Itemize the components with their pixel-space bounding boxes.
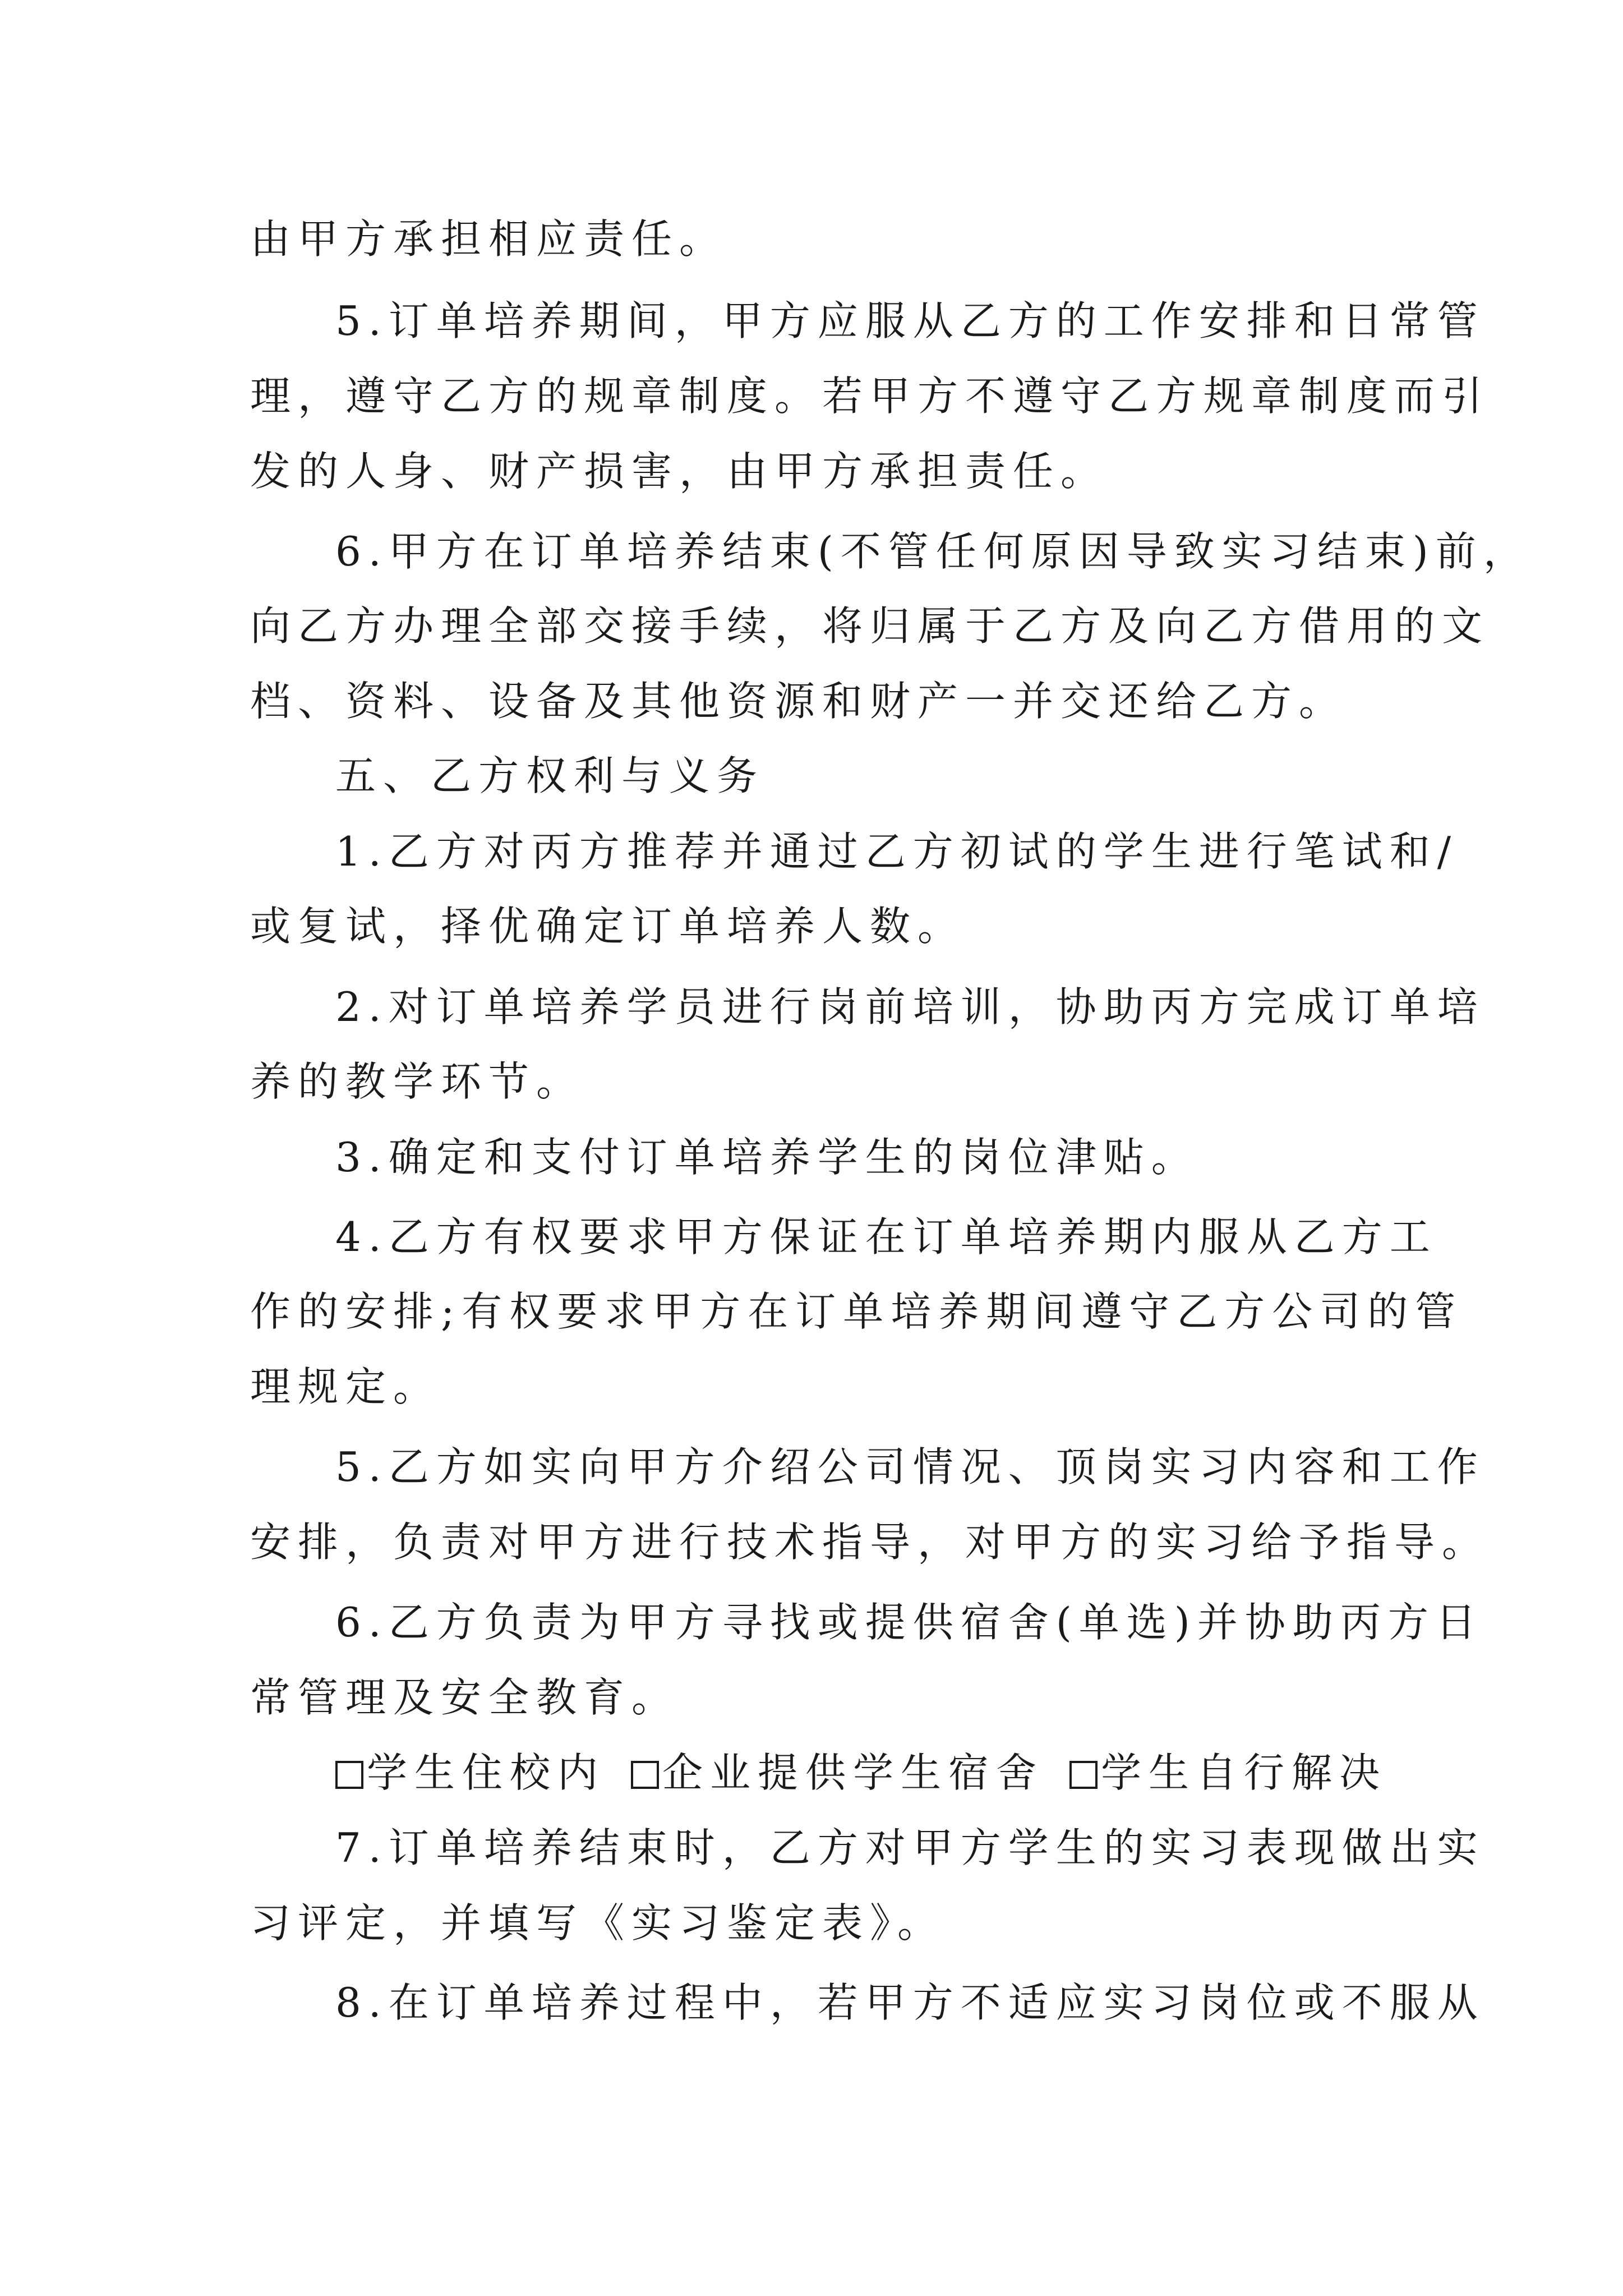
text-line: 5.乙方如实向甲方介绍公司情况、顶岗实习内容和工作 [335,1443,1485,1490]
checkbox[interactable] [1069,1761,1098,1789]
text-line: 常管理及安全教育。 [250,1674,680,1721]
text-line: 作的安排;有权要求甲方在订单培养期间遵守乙方公司的管 [250,1288,1463,1335]
text-line: 或复试，择优确定订单培养人数。 [250,903,966,950]
text-line: 由甲方承担相应责任。 [250,215,727,263]
dormitory-options [335,1745,1413,1801]
text-line: 安排，负责对甲方进行技术指导，对甲方的实习给予指导。 [250,1519,1490,1566]
checkbox[interactable] [631,1761,659,1789]
text-line: 档、资料、设备及其他资源和财产一并交还给乙方。 [250,678,1347,725]
text-line: 6.乙方负责为甲方寻找或提供宿舍(单选)并协助丙方日 [335,1599,1483,1646]
text-line: 发的人身、财产损害，由甲方承担责任。 [250,448,1109,495]
checkbox[interactable] [335,1761,363,1789]
text-line: 理规定。 [250,1363,441,1410]
option-label: 企业提供学生宿舍 [662,1749,1044,1796]
text-line: 养的教学环节。 [250,1058,584,1105]
text-line: 3.确定和支付订单培养学生的岗位津贴。 [335,1134,1199,1181]
text-line: 习评定，并填写《实习鉴定表》。 [250,1899,946,1947]
option-label: 学生住校内 [367,1749,606,1796]
option-label: 学生自行解决 [1101,1749,1387,1796]
text-line: 理，遵守乙方的规章制度。若甲方不遵守乙方规章制度而引 [250,372,1490,420]
text-line: 6.甲方在订单培养结束(不管任何原因导致实习结束)前， [335,528,1531,575]
text-line: 8.在订单培养过程中，若甲方不适应实习岗位或不服从 [335,1979,1485,2026]
text-line: 7.订单培养结束时，乙方对甲方学生的实习表现做出实 [335,1824,1485,1871]
text-line: 5.订单培养期间，甲方应服从乙方的工作安排和日常管 [335,297,1485,344]
option-self-arranged[interactable] [1069,1749,1387,1796]
text-line: 2.对订单培养学员进行岗前培训，协助丙方完成订单培 [335,983,1485,1030]
text-line: 向乙方办理全部交接手续，将归属于乙方及向乙方借用的文 [250,602,1490,650]
option-company-dorm[interactable] [631,1749,1044,1796]
text-line: 1.乙方对丙方推荐并通过乙方初试的学生进行笔试和/ [335,828,1458,875]
option-school-dorm[interactable] [335,1749,605,1796]
section-heading: 五、乙方权利与义务 [335,752,765,799]
text-line: 4.乙方有权要求甲方保证在订单培养期内服从乙方工 [335,1213,1437,1260]
